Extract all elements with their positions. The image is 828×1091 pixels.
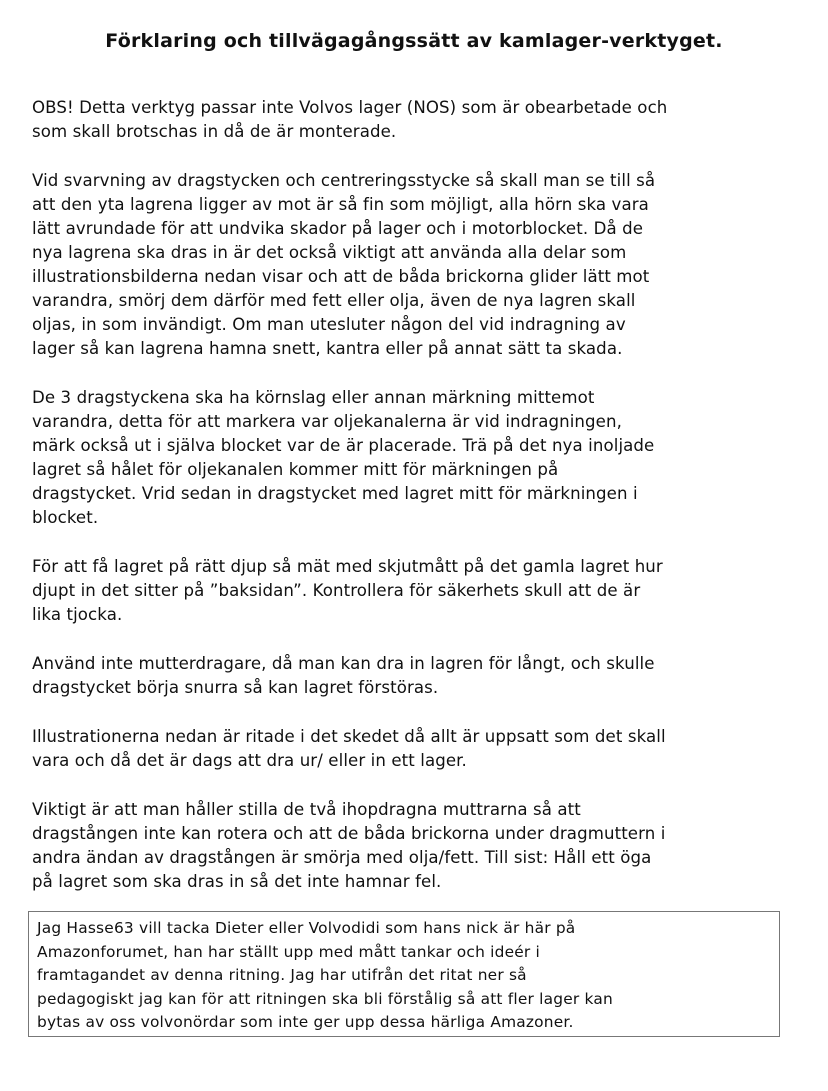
text-line: dragstycket börja snurra så kan lagret förstöras. [32, 678, 439, 697]
text-line: Vid svarvning av dragstycken och centreringsstycke så skall man se till så [32, 171, 656, 190]
text-line: Viktigt är att man håller stilla de två ihopdragna muttrarna så att [32, 800, 581, 819]
text-line: För att få lagret på rätt djup så mät med skjutmått på det gamla lagret hur [32, 557, 663, 576]
text-line: lätt avrundade för att undvika skador på lager och i motorblocket. Då de [32, 219, 644, 238]
document-body [32, 96, 800, 919]
document-title: Förklaring och tillvägagångssätt av kamlager-verktyget. [105, 30, 723, 52]
text-line: dragstången inte kan rotera och att de båda brickorna under dragmuttern i [32, 824, 666, 843]
text-line: vara och då det är dags att dra ur/ eller in ett lager. [32, 751, 467, 770]
text-line: som skall brotschas in då de är monterade. [32, 122, 397, 141]
text-line: varandra, smörj dem därför med fett eller olja, även de nya lagren skall [32, 291, 636, 310]
text-line: nya lagrena ska dras in är det också viktigt att använda alla delar som [32, 243, 627, 262]
text-line: lika tjocka. [32, 605, 123, 624]
text-line: på lagret som ska dras in så det inte hamnar fel. [32, 872, 442, 891]
credit-line: Amazonforumet, han har ställt upp med mått tankar och ideér i [37, 942, 541, 961]
text-line: Illustrationerna nedan är ritade i det skedet då allt är uppsatt som det skall [32, 727, 666, 746]
text-line: djupt in det sitter på ”baksidan”. Kontrollera för säkerhets skull att de är [32, 581, 641, 600]
paragraph-turning [32, 169, 800, 361]
credit-box [28, 911, 780, 1037]
paragraph-no-impact-driver [32, 652, 800, 700]
text-line: oljas, in som invändigt. Om man utesluter någon del vid indragning av [32, 315, 626, 334]
text-line: dragstycket. Vrid sedan in dragstycket med lagret mitt för märkningen i [32, 484, 638, 503]
paragraph-important [32, 798, 800, 894]
credit-line: bytas av oss volvonördar som inte ger upp dessa härliga Amazoner. [37, 1013, 574, 1032]
paragraph-obs-note [32, 96, 800, 144]
paragraph-marking [32, 386, 800, 530]
text-line: illustrationsbilderna nedan visar och att de båda brickorna glider lätt mot [32, 267, 650, 286]
text-line: blocket. [32, 508, 99, 527]
paragraph-illustrations [32, 725, 800, 773]
text-line: lager så kan lagrena hamna snett, kantra eller på annat sätt ta skada. [32, 339, 623, 358]
paragraph-depth [32, 555, 800, 627]
text-line: De 3 dragstyckena ska ha körnslag eller annan märkning mittemot [32, 388, 595, 407]
text-line: Använd inte mutterdragare, då man kan dra in lagren för långt, och skulle [32, 654, 655, 673]
credit-line: pedagogiskt jag kan för att ritningen ska bli förstålig så att fler lager kan [37, 989, 613, 1008]
text-line: lagret så hålet för oljekanalen kommer mitt för märkningen på [32, 460, 559, 479]
text-line: OBS! Detta verktyg passar inte Volvos lager (NOS) som är obearbetade och [32, 98, 668, 117]
credit-line: Jag Hasse63 vill tacka Dieter eller Volvodidi som hans nick är här på [37, 919, 576, 937]
text-line: märk också ut i själva blocket var de är placerade. Trä på det nya inoljade [32, 436, 655, 455]
text-line: varandra, detta för att markera var oljekanalerna är vid indragningen, [32, 412, 622, 431]
credit-line: framtagandet av denna ritning. Jag har utifrån det ritat ner så [37, 966, 527, 985]
text-line: andra ändan av dragstången är smörja med olja/fett. Till sist: Håll ett öga [32, 848, 652, 867]
text-line: att den yta lagrena ligger av mot är så fin som möjligt, alla hörn ska vara [32, 195, 649, 214]
